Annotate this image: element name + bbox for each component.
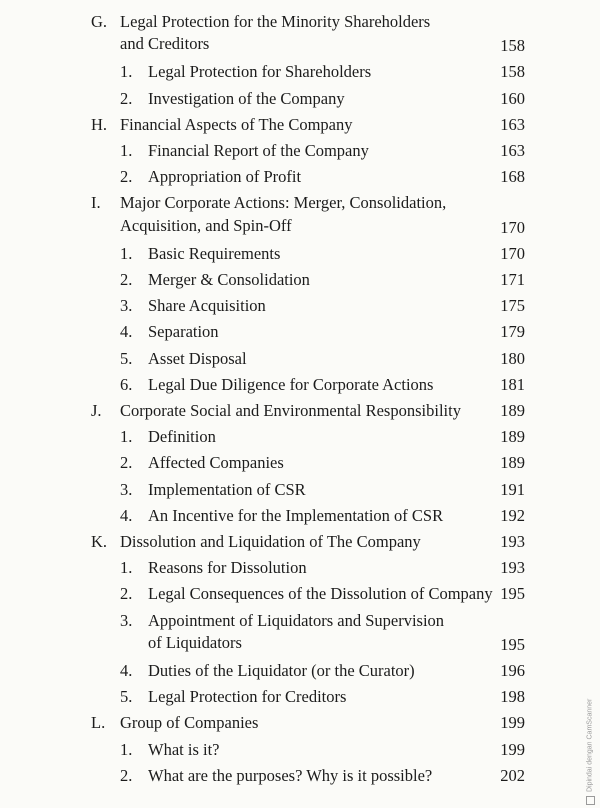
entry-title: Major Corporate Actions: Merger, Consolidation, xyxy=(120,193,447,213)
page-number: 175 xyxy=(500,296,525,316)
entry-title: Duties of the Liquidator (or the Curator) xyxy=(148,661,415,680)
page-number: 171 xyxy=(500,270,525,289)
item-number: 5. xyxy=(120,348,133,368)
item-number: 2. xyxy=(120,584,133,604)
item-number: 2. xyxy=(120,270,133,289)
entry-title: Asset Disposal xyxy=(148,348,247,368)
watermark-text: Dipindai dengan CamScanner xyxy=(586,698,594,793)
entry-title: Basic Requirements xyxy=(148,243,281,263)
page-number: 195 xyxy=(500,584,525,604)
entry-title: What is it? xyxy=(148,739,220,759)
entry-title: Merger & Consolidation xyxy=(148,270,310,289)
item-number: 1. xyxy=(120,141,133,160)
entry-title: Legal Protection for Creditors xyxy=(148,687,347,707)
section-letter: I. xyxy=(91,193,101,213)
entry-title: Implementation of CSR xyxy=(148,479,306,499)
item-number: 3. xyxy=(120,479,133,499)
entry-title: and Creditors xyxy=(120,34,210,54)
camscanner-icon xyxy=(586,796,595,805)
item-number: 3. xyxy=(120,296,133,316)
item-number: 1. xyxy=(120,558,133,578)
entry-title: Legal Due Diligence for Corporate Actions xyxy=(148,374,434,394)
item-number: 5. xyxy=(120,687,133,707)
item-number: 1. xyxy=(120,739,133,759)
page-number: 179 xyxy=(500,322,525,342)
page-number: 180 xyxy=(500,348,525,368)
page-number: 199 xyxy=(500,713,525,733)
page-number: 158 xyxy=(500,62,525,82)
section-letter: J. xyxy=(91,401,102,420)
page-number: 170 xyxy=(500,217,525,237)
page-number: 193 xyxy=(500,558,525,578)
entry-title: Separation xyxy=(148,322,219,342)
entry-title: Group of Companies xyxy=(120,713,259,733)
entry-title: Appointment of Liquidators and Supervision xyxy=(148,610,445,630)
item-number: 4. xyxy=(120,505,133,525)
item-number: 1. xyxy=(120,427,133,447)
page-number: 189 xyxy=(500,401,525,420)
item-number: 6. xyxy=(120,374,133,394)
entry-title: of Liquidators xyxy=(148,632,242,652)
entry-title: Financial Aspects of The Company xyxy=(120,114,353,134)
entry-title: Corporate Social and Environmental Responsibility xyxy=(120,401,461,420)
entry-title: Financial Report of the Company xyxy=(148,141,369,160)
item-number: 4. xyxy=(120,322,133,342)
section-letter: G. xyxy=(91,12,108,31)
item-number: 2. xyxy=(120,88,133,108)
item-number: 3. xyxy=(120,610,133,630)
item-number: 2. xyxy=(120,765,133,785)
entry-title: Definition xyxy=(148,427,216,447)
entry-title: Investigation of the Company xyxy=(148,88,345,108)
entry-title: Affected Companies xyxy=(148,453,284,473)
entry-title: What are the purposes? Why is it possible? xyxy=(148,765,433,785)
item-number: 4. xyxy=(120,661,133,680)
page-number: 181 xyxy=(500,374,525,394)
section-letter: K. xyxy=(91,532,108,551)
entry-title: Acquisition, and Spin-Off xyxy=(120,215,292,235)
entry-title: Appropriation of Profit xyxy=(148,167,302,187)
entry-title: Legal Protection for Shareholders xyxy=(148,62,372,82)
page-number: 199 xyxy=(500,739,525,759)
page-number: 191 xyxy=(500,479,525,499)
entry-title: An Incentive for the Implementation of CSR xyxy=(148,505,444,525)
page-number: 189 xyxy=(500,453,525,473)
item-number: 2. xyxy=(120,453,133,473)
page-number: 193 xyxy=(500,532,525,551)
page-number: 168 xyxy=(500,167,525,187)
entry-title: Legal Consequences of the Dissolution of Company xyxy=(148,584,493,604)
entry-title: Dissolution and Liquidation of The Company xyxy=(120,532,421,551)
entry-title: Reasons for Dissolution xyxy=(148,558,307,578)
page-number: 160 xyxy=(500,88,525,108)
section-letter: L. xyxy=(91,713,106,733)
page-number: 196 xyxy=(500,661,525,680)
item-number: 2. xyxy=(120,167,133,187)
entry-title: Share Acquisition xyxy=(148,296,266,316)
page-number: 189 xyxy=(500,427,525,447)
page-number: 163 xyxy=(500,114,525,134)
page-number: 163 xyxy=(500,141,525,160)
page-number: 158 xyxy=(500,36,525,56)
page-number: 202 xyxy=(500,765,525,785)
item-number: 1. xyxy=(120,243,133,263)
page-number: 195 xyxy=(500,634,525,654)
item-number: 1. xyxy=(120,62,133,82)
page-number: 170 xyxy=(500,243,525,263)
entry-title: Legal Protection for the Minority Shareholders xyxy=(120,12,431,31)
section-letter: H. xyxy=(91,114,108,134)
page-number: 192 xyxy=(500,505,525,525)
page-number: 198 xyxy=(500,687,525,707)
scanner-watermark xyxy=(586,695,596,805)
